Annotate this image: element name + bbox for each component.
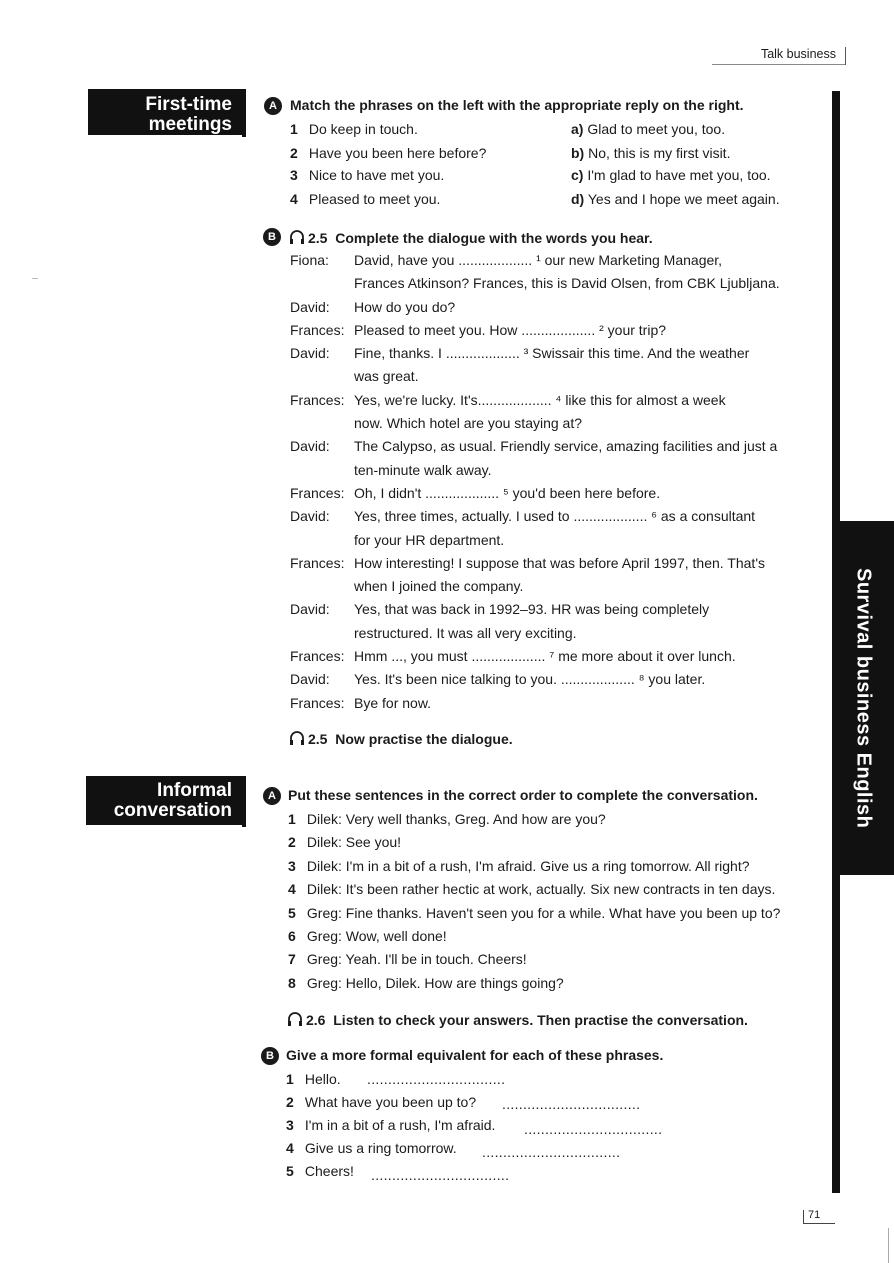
exercise-header [288,228,653,246]
match-right-item: c) I'm glad to have met you, too. [571,167,771,183]
list-item: 5 Greg: Fine thanks. Haven't seen you for a while. What have you been up to? [288,904,781,921]
formal-item: 3 I'm in a bit of a rush, I'm afraid. [286,1117,496,1133]
practise-instruction: 2.5 Now practise the dialogue. [288,729,513,747]
dialogue-line: restructured. It was all very exciting. [354,624,577,641]
list-item: 1 Dilek: Very well thanks, Greg. And how are you? [288,811,606,827]
dialogue-line: David: The Calypso, as usual. Friendly service, amazing facilities and just a [290,438,778,455]
dialogue-line: Frances: Oh, I didn't ................... ⁵ you'd been here before. [290,484,661,501]
running-header [712,44,846,65]
answer-blank[interactable]: ................................. [502,1096,641,1112]
section-box-line: Informal [157,780,232,801]
dialogue [290,251,780,717]
dialogue-line: Fiona: David, have you ................... ¹ our new Marketing Manager, [290,252,723,268]
answer-blank[interactable]: ................................. [482,1144,621,1160]
page-number: 71 [803,1210,835,1224]
headphones-icon [288,729,306,747]
headphones-icon [286,1010,304,1028]
running-title: Talk business [760,47,836,61]
spine-label: Survival business English [852,567,875,829]
dialogue-line: David: Yes, three times, actually. I used to ................... ⁶ as a consultant [290,508,756,525]
dialogue-line: David: Fine, thanks. I ................... ³ Swissair this time. And the weather [290,345,750,362]
dialogue-line: Frances: Yes, we're lucky. It's................... ⁴ like this for almost a week [290,391,726,408]
exercise-instruction: Put these sentences in the correct order to complete the conversation. [288,787,758,803]
section-box-line: conversation [113,800,232,821]
audio-track: 2.5 [308,731,328,747]
answer-blank[interactable]: ................................. [367,1071,506,1087]
dialogue-line: when I joined the company. [354,578,524,595]
dialogue-line: David: How do you do? [290,298,456,315]
list-item: 2 Dilek: See you! [288,834,402,851]
formal-item: 1 Hello. [286,1071,341,1087]
match-left-item: 3 Nice to have met you. [290,167,445,183]
section-box-first-time-meetings [88,89,242,135]
dialogue-line: Frances: How interesting! I suppose that was before April 1997, then. That's [290,554,765,571]
audio-track: 2.5 [308,230,328,246]
ordering-list [288,810,780,997]
match-right-item: d) Yes and I hope we meet again. [571,191,780,207]
match-right-item: a) Glad to meet you, too. [571,121,726,137]
spine-label-wrap [832,521,894,875]
dialogue-line: David: Yes, that was back in 1992–93. HR was being completely [290,601,710,618]
exercise-badge-b: B [263,228,281,246]
dialogue-line: David: Yes. It's been nice talking to you. ................... ⁸ you later. [290,671,706,688]
dialogue-line: Frances: Pleased to meet you. How ................... ² your trip? [290,321,667,338]
match-right-item: b) No, this is my first visit. [571,145,731,161]
exercise-instruction: Match the phrases on the left with the appropriate reply on the right. [290,97,744,113]
formal-item: 2 What have you been up to? [286,1094,477,1110]
dialogue-line: Frances: Bye for now. [290,694,432,711]
page-edge-line [888,1228,889,1263]
section-box-informal-conversation [86,776,242,825]
dialogue-line: Frances Atkinson? Frances, this is David Olsen, from CBK Ljubljana. [354,275,780,292]
exercise-badge-a: A [264,97,282,115]
headphones-icon [288,228,306,246]
dialogue-line: now. Which hotel are you staying at? [354,415,583,432]
header-divider [845,47,846,65]
margin-mark [32,278,38,279]
list-item: 4 Dilek: It's been rather hectic at work, actually. Six new contracts in ten days. [288,881,776,898]
list-item: 8 Greg: Hello, Dilek. How are things going? [288,974,564,991]
answer-blank[interactable]: ................................. [371,1167,510,1183]
list-item: 7 Greg: Yeah. I'll be in touch. Cheers! [288,951,527,968]
exercise-badge-b: B [261,1047,279,1065]
match-left-item: 1 Do keep in touch. [290,121,418,137]
formal-item: 5 Cheers! [286,1163,354,1179]
audio-track: 2.6 [306,1012,326,1028]
section-box-line: First-time [145,94,232,115]
answer-blank[interactable]: ................................. [524,1121,663,1137]
listen-instruction: 2.6 Listen to check your answers. Then practise the conversation. [286,1010,748,1028]
match-left-item: 4 Pleased to meet you. [290,191,441,207]
dialogue-line: for your HR department. [354,531,505,548]
formal-item: 4 Give us a ring tomorrow. [286,1140,457,1156]
list-item: 6 Greg: Wow, well done! [288,927,447,944]
exercise-instruction: Complete the dialogue with the words you hear. [335,230,653,246]
section-box-line: meetings [148,114,232,135]
dialogue-line: was great. [354,368,419,385]
match-left-item: 2 Have you been here before? [290,145,487,161]
exercise-instruction: Give a more formal equivalent for each of these phrases. [286,1047,664,1063]
dialogue-line: ten-minute walk away. [354,461,492,478]
list-item: 3 Dilek: I'm in a bit of a rush, I'm afraid. Give us a ring tomorrow. All right? [288,857,750,874]
dialogue-line: Frances: Hmm ..., you must ................... ⁷ me more about it over lunch. [290,648,736,665]
exercise-badge-a: A [263,787,281,805]
